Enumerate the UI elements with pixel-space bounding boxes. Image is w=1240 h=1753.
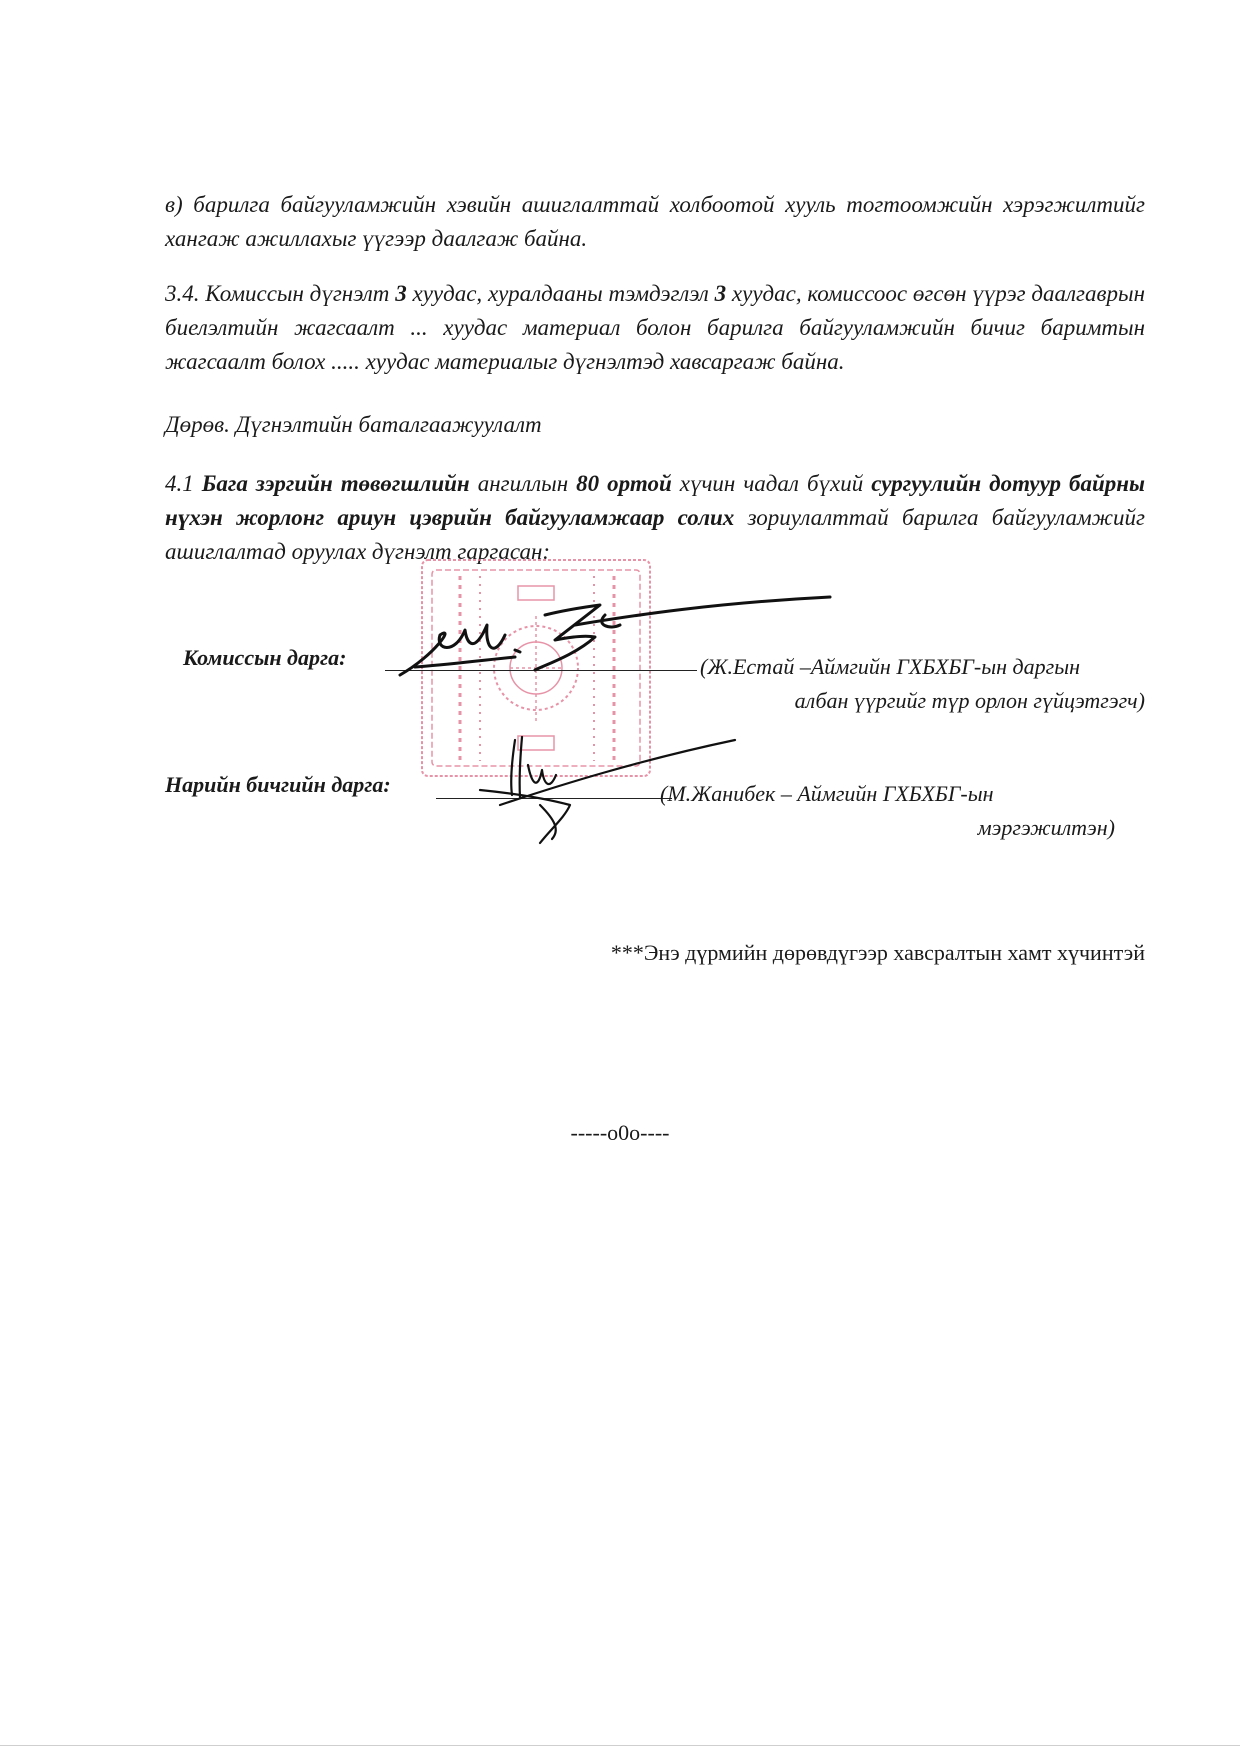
secretary-name [660,777,1115,845]
chair-label: Комиссын дарга: [183,645,347,670]
section-heading: Дөрөв. Дүгнэлтийн баталгаажуулалт [165,412,542,437]
p34-bold-pages-minutes: 3 [714,281,727,306]
p34-text-2: хуудас, хуралдааны тэмдэглэл [406,281,715,306]
chair-name [700,650,1145,718]
validity-note: ***Энэ дүрмийн дөрөвдүгээр хавсралтын хамт хүчинтэй [610,940,1145,965]
p41-text-3: хүчин чадал бүхий [671,471,872,496]
p34-text-3: хуудас, комиссоос өгсөн үүрэг даалгаврын биелэлтийн жагсаалт ... хуудас материал болон барилга байгууламжийн бичиг баримтын жагсаалт болох ..... хуудас материалыг дүгнэлтэд хавсаргаж байна. [165,281,1145,374]
p34-bold-pages-conclusion: 3 [395,281,407,306]
scan-edge-line [0,1745,1240,1746]
p34-text-1: 3.4. Комиссын дүгнэлт [165,281,396,306]
chair-name-line-1: (Ж.Естай –Аймгийн ГХБХБГ-ын даргын [700,654,1081,679]
paragraph-4-1 [165,467,1145,569]
p41-text-1: 4.1 [165,471,202,496]
p41-bold-1: Бага зэргийн төвөгшлийн [201,471,470,496]
secretary-label: Нарийн бичгийн дарга: [165,772,391,797]
secretary-name-line-1: (М.Жанибек – Аймгийн ГХБХБГ-ын [660,781,994,806]
secretary-name-line-2: мэргэжилтэн) [977,815,1115,840]
p41-text-4: зориулалттай барилга байгууламжийг ашиглалтад оруулах дүгнэлт гаргасан: [165,505,1145,564]
paragraph-3-4 [165,277,1145,379]
chair-name-line-2: албан үүргийг түр орлон гүйцэтгэгч) [794,688,1145,713]
paragraph-v: в) барилга байгууламжийн хэвийн ашиглалттай холбоотой хууль тогтоомжийн хэрэгжилтийг хангаж ажиллахыг үүгээр даалгаж байна. [165,192,1145,251]
p41-bold-2: 80 ортой [576,471,672,496]
p41-text-2: ангиллын [469,471,577,496]
end-separator: -----o0o---- [570,1120,670,1145]
p41-bold-3: сургуулийн дотуур байрны нүхэн жорлонг ариун цэврийн байгууламжаар солих [165,471,1145,530]
